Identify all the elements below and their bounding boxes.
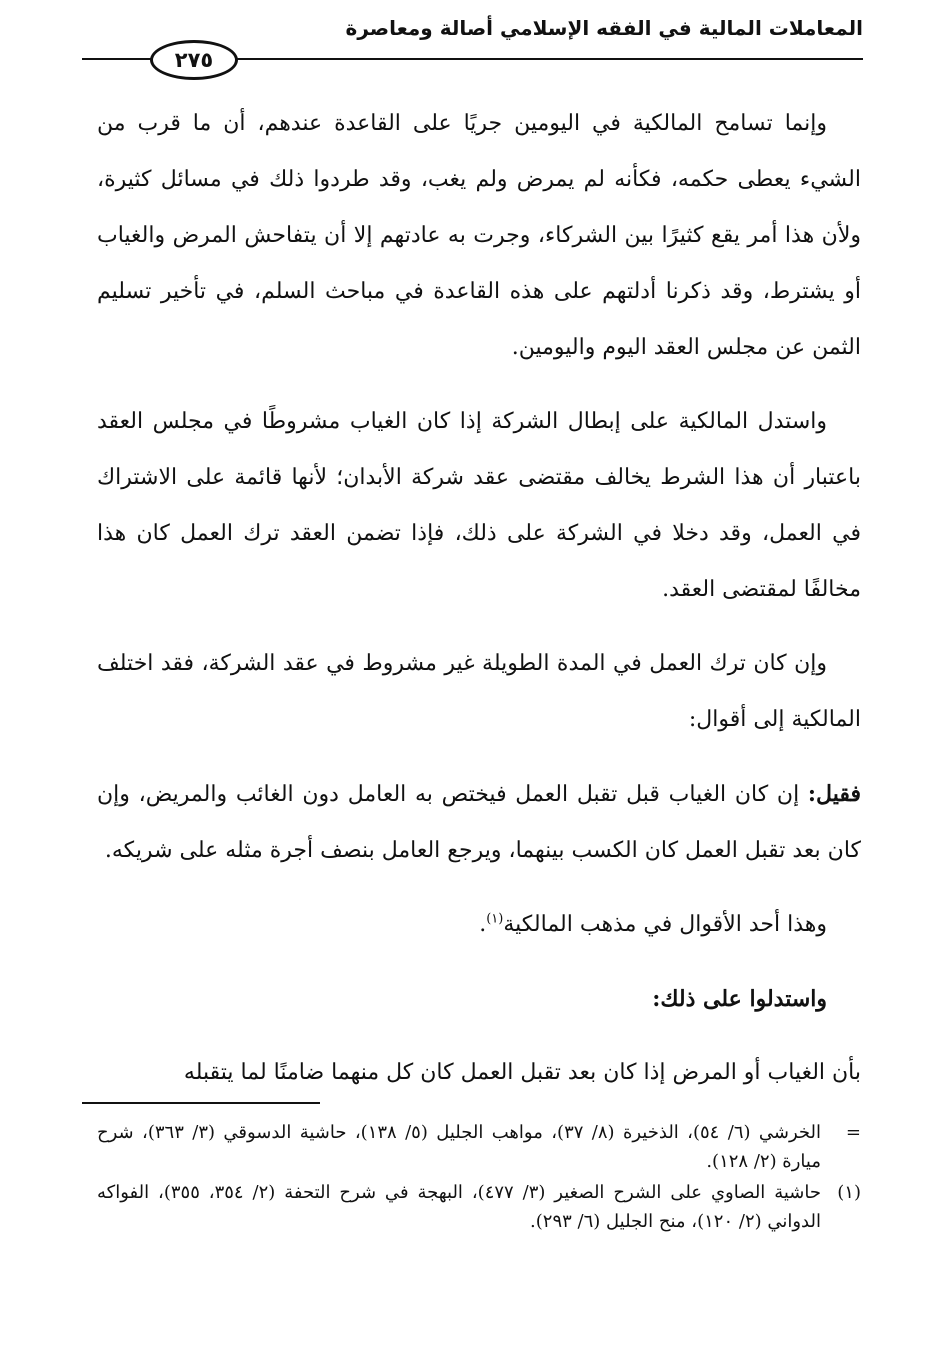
footnote-mark: = [845, 1122, 861, 1143]
footnote-mark: (١) [837, 1182, 861, 1203]
running-title: المعاملات المالية في الفقه الإسلامي أصالة ومعاصرة [345, 16, 863, 40]
paragraph-2: واستدل المالكية على إبطال الشركة إذا كان الغياب مشروطًا في مجلس العقد باعتبار أن هذا الشرط يخالف مقتضى عقد شركة الأبدان؛ لأنها قائمة على الاشتراك في العمل، وقد دخلا في الشركة على ذلك، فإذا تضمن العقد ترك العمل كان هذا مخالفًا لمقتضى العقد. [97, 409, 861, 602]
qawl-text: إن كان الغياب قبل تقبل العمل فيختص به العامل دون الغائب والمريض، وإن كان بعد تقبل العمل كان الكسب بينهما، ويرجع العامل بنصف أجرة مثله على شريكه. [97, 782, 861, 863]
qawl-lead: فقيل: [807, 781, 861, 807]
page-number-badge: ٢٧٥ [150, 40, 238, 80]
paragraph-3: وإن كان ترك العمل في المدة الطويلة غير مشروط في عقد الشركة، فقد اختلف المالكية إلى أقوال: [97, 651, 861, 732]
paragraph-last: بأن الغياب أو المرض إذا كان بعد تقبل العمل كان كل منهما ضامنًا لما يتقبله [183, 1060, 861, 1085]
note-end: . [479, 912, 487, 937]
paragraph-note [97, 897, 861, 953]
body-text [97, 96, 861, 1119]
footnote-item [97, 1178, 861, 1236]
paragraph-qawl [97, 766, 861, 879]
paragraph-1: وإنما تسامح المالكية في اليومين جريًا على القاعدة عندهم، أن ما قرب من الشيء يعطى حكمه، فكأنه لم يمرض ولم يغب، وقد طردوا ذلك في مسائل كثيرة، ولأن هذا أمر يقع كثيرًا بين الشركاء، وجرت به عادتهم إلا أن يتفاحش المرض والغياب أو يشترط، وقد ذكرنا أدلتهم على هذه القاعدة في مباحث السلم، في تأخير تسليم الثمن عن مجلس العقد اليوم واليومين. [97, 111, 861, 360]
footnote-reference[interactable]: (١) [486, 911, 504, 927]
footnote-separator [82, 1102, 320, 1104]
footnote-item [97, 1118, 861, 1176]
footnote-text: حاشية الصاوي على الشرح الصغير (٣/ ٤٧٧)، البهجة في شرح التحفة (٢/ ٣٥٤، ٣٥٥)، الفواكه الدواني (٢/ ١٢٠)، منح الجليل (٦/ ٢٩٣). [97, 1182, 821, 1232]
note-sentence: وهذا أحد الأقوال في مذهب المالكية [503, 912, 827, 937]
footnote-text: الخرشي (٦/ ٥٤)، الذخيرة (٨/ ٣٧)، مواهب الجليل (٥/ ١٣٨)، حاشية الدسوقي (٣/ ٣٦٣)، شرح ميارة (٢/ ١٢٨). [97, 1122, 822, 1172]
evidence-heading: واستدلوا على ذلك: [652, 986, 827, 1012]
footnotes [97, 1118, 861, 1238]
